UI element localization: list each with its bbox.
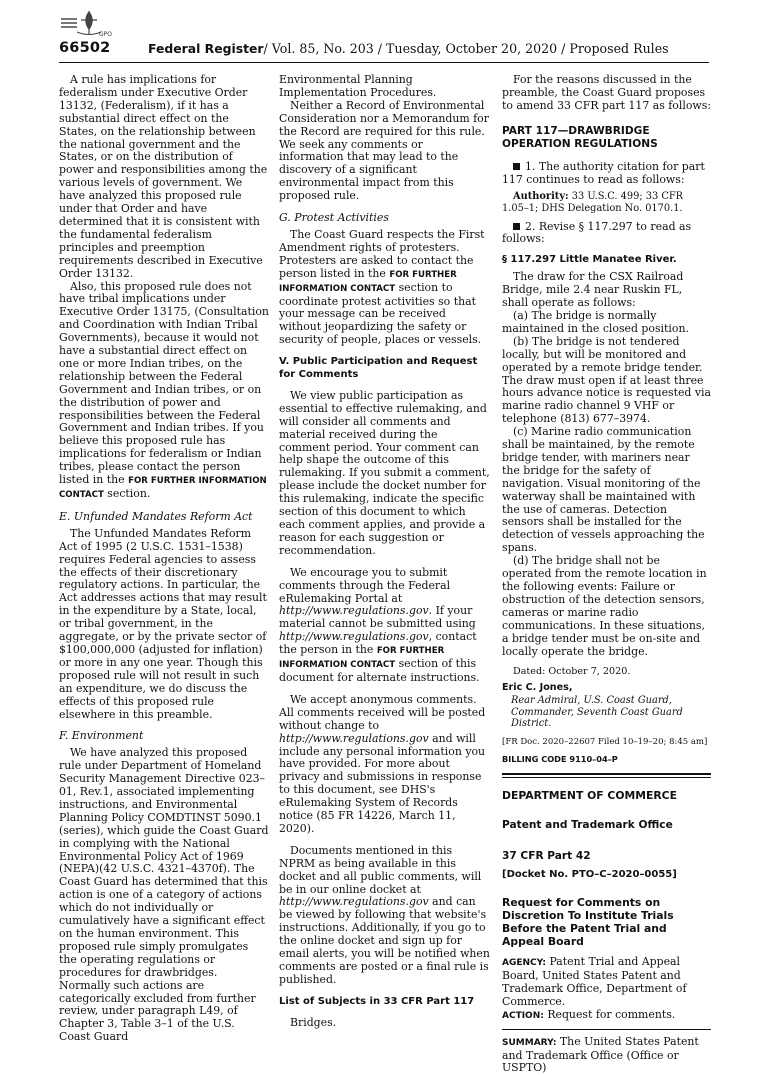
section-heading: V. Public Participation and Request for Comments [279,356,478,381]
paragraph: We accept anonymous comments. All comments received will be posted without change to http://www.regulations.gov and will include any personal information you have provided. For more about privacy and submissions in response to this document, see DHS's eRulemaking System of Records notice (85 FR 14226, March 11, 2020). [279,692,486,835]
issue-info: / Vol. 85, No. 203 / Tuesday, October 20, 2020 / Proposed Rules [263,41,669,56]
header-rule [59,62,709,63]
cross-reference: FOR FURTHER INFORMATION CONTACT [279,269,457,294]
page-number: 66502 [59,40,111,56]
column-3 [502,74,711,1075]
link[interactable]: http://www.regulations.gov [279,604,429,618]
paragraph: We view public participation as essential to effective rulemaking, and will consider all comments and material received during the comment period. Your comment can help shape the outcome of this rulemaking. If you submit a comment, please include the docket number for this rulemaking, indicate the specific section of this document to which each comment applies, and provide a reason for each suggestion or recommendation. [279,388,490,557]
section-heading: List of Subjects in 33 CFR Part 117 [279,995,475,1007]
paragraph: Environmental Planning Implementation Procedures. [279,73,437,99]
section-heading: E. Unfunded Mandates Reform Act [59,509,253,523]
section-heading: § 117.297 Little Manatee River. [502,254,677,266]
bullet-icon [513,223,520,230]
running-head [148,41,669,56]
signer-title: Rear Admiral, U.S. Coast Guard, Commander, Seventh Coast Guard District. [511,695,683,730]
fr-doc-line: [FR Doc. 2020–22607 Filed 10–19–20; 8:45 am] [502,736,708,747]
billing-code: BILLING CODE 9110–04–P [502,753,618,764]
divider [502,1029,711,1030]
column-2 [279,74,490,1030]
authority-citation: Authority: 33 U.S.C. 499; 33 CFR 1.05–1; DHS Delegation No. 0170.1. [502,190,684,214]
gpo-authentication-seal [59,8,117,38]
agency-line: AGENCY: Patent Trial and Appeal Board, United States Patent and Trademark Office, Department of Commerce. [502,955,687,1008]
publication-title: Federal Register [148,41,264,56]
paragraph: The Coast Guard respects the First Amendment rights of protesters. Protesters are asked to contact the person listed in the FOR FURTHER INFORMATION CONTACT section to coordinate protest activities so that your message can be received without jeopardizing the safety or security of people, places or vessels. [279,227,485,347]
part-heading: PART 117—DRAWBRIDGE OPERATION REGULATIONS [502,124,658,150]
paragraph: (d) The bridge shall not be operated from the remote location in the following events: Failure or obstruction of the detection sensors, cameras or marine radio communications. In these situations, a bridge tender must be on-site and locally operate the bridge. [502,554,707,658]
page-header [0,0,768,62]
docket-number: [Docket No. PTO–C–2020–0055] [502,869,677,881]
paragraph: (b) The bridge is not tendered locally, but will be monitored and operated by a remote bridge tender. The draw must open if at least three hours advance notice is requested via marine radio channel 9 VHF or telephone (813) 677–3974. [502,334,711,426]
paragraph: We have analyzed this proposed rule under Department of Homeland Security Management Directive 023–01, Rev.1, associated implementing instructions, and Environmental Planning Policy COMDTINST 5090.1 (series), which guide the Coast Guard in complying with the National Environmental Policy Act of 1969 (NEPA)(42 U.S.C. 4321–4370f). The Coast Guard has determined that this action is one of a category of actions which do not individually or cumulatively have a significant effect on the human environment. This proposed rule simply promulgates the operating regulations or procedures for drawbridges. Normally such actions are categorically excluded from further review, under paragraph L49, of Chapter 3, Table 3–1 of the U.S. Coast Guard [59,746,269,1044]
department-heading: DEPARTMENT OF COMMERCE [502,789,677,803]
paragraph: The Unfunded Mandates Reform Act of 1995 (2 U.S.C. 1531–1538) requires Federal agencies to assess the effects of their discretionary regulatory actions. In particular, the Act addresses actions that may result in the expenditure by a State, local, or tribal government, in the aggregate, or by the private sector of $100,000,000 (adjusted for inflation) or more in any one year. Though this proposed rule will not result in such an expenditure, we do discuss the effects of this proposed rule elsewhere in this preamble. [59,526,267,721]
summary-line: SUMMARY: The United States Patent and Trademark Office (Office or USPTO) [502,1034,699,1075]
svg-text:GPO: GPO [99,31,112,38]
link[interactable]: http://www.regulations.gov [279,731,429,745]
office-heading: Patent and Trademark Office [502,819,673,832]
cross-reference: FOR FURTHER INFORMATION CONTACT [279,646,445,671]
paragraph: The draw for the CSX Railroad Bridge, mile 2.4 near Ruskin FL, shall operate as follows: [502,270,684,310]
paragraph: We encourage you to submit comments through the Federal eRulemaking Portal at http://www.regulations.gov. If your material cannot be submitted using http://www.regulations.gov, contact the person in the FOR FURTHER INFORMATION CONTACT section of this document for alternate instructions. [279,565,480,684]
amendment-instruction: 2. Revise § 117.297 to read as follows: [502,219,692,246]
paragraph: (c) Marine radio communication shall be maintained, by the remote bridge tender, with mariners near the bridge for the safety of navigation. Visual monitoring of the waterway shall be maintained with the use of cameras. Detection sensors shall be installed for the detection of vessels approaching the spans. [502,425,705,555]
authority-label: Authority: [513,190,569,202]
amendment-instruction: 1. The authority citation for part 117 continues to read as follows: [502,159,705,186]
link[interactable]: http://www.regulations.gov [279,895,429,909]
paragraph: Documents mentioned in this NPRM as being available in this docket and all public comments, will be in our online docket at http://www.regulations.gov and can be viewed by following that website's instructions. Additionally, if you go to the online docket and sign up for email alerts, you will be notified when comments are posted or a final rule is published. [279,843,490,986]
cross-reference: FOR FURTHER INFORMATION CONTACT [59,476,267,500]
section-heading: G. Protest Activities [279,211,389,225]
link[interactable]: http://www.regulations.gov [279,630,429,644]
paragraph: For the reasons discussed in the preamble, the Coast Guard proposes to amend 33 CFR part 117 as follows: [502,73,711,112]
signer-name: Eric C. Jones, [502,682,573,694]
paragraph: Neither a Record of Environmental Consideration nor a Memorandum for the Record are required for this rule. We seek any comments or information that may lead to the discovery of a significant environmental impact from this proposed rule. [279,98,489,203]
paragraph: Bridges. [290,1015,337,1029]
action-line: ACTION: Request for comments. [502,1007,676,1021]
dated-line: Dated: October 7, 2020. [513,666,631,678]
bullet-icon [513,163,520,170]
section-divider [502,773,711,775]
paragraph: A rule has implications for federalism under Executive Order 13132, (Federalism), if it has a substantial direct effect on the States, on the relationship between the national government and the States, or on the distribution of power and responsibilities among the various levels of government. We have analyzed this proposed rule under that Order and have determined that it is consistent with the fundamental federalism principles and preemption requirements described in Executive Order 13132. [59,73,268,280]
paragraph: Also, this proposed rule does not have tribal implications under Executive Order 13175, (Consultation and Coordination with Indian Tribal Governments), because it would not have a substantial direct effect on one or more Indian tribes, on the relationship between the Federal Government and Indian tribes, or on the distribution of power and responsibilities between the Federal Government and Indian tribes. If you believe this proposed rule has implications for federalism or Indian tribes, please contact the person listed in the FOR FURTHER INFORMATION CONTACT section. [59,279,269,500]
section-divider [502,777,711,778]
document-title: Request for Comments on Discretion To Institute Trials Before the Patent Trial and Appeal Board [502,896,674,949]
paragraph: (a) The bridge is normally maintained in the closed position. [502,308,689,335]
column-1 [59,74,269,1044]
cfr-part: 37 CFR Part 42 [502,850,591,863]
section-heading: F. Environment [59,729,144,743]
